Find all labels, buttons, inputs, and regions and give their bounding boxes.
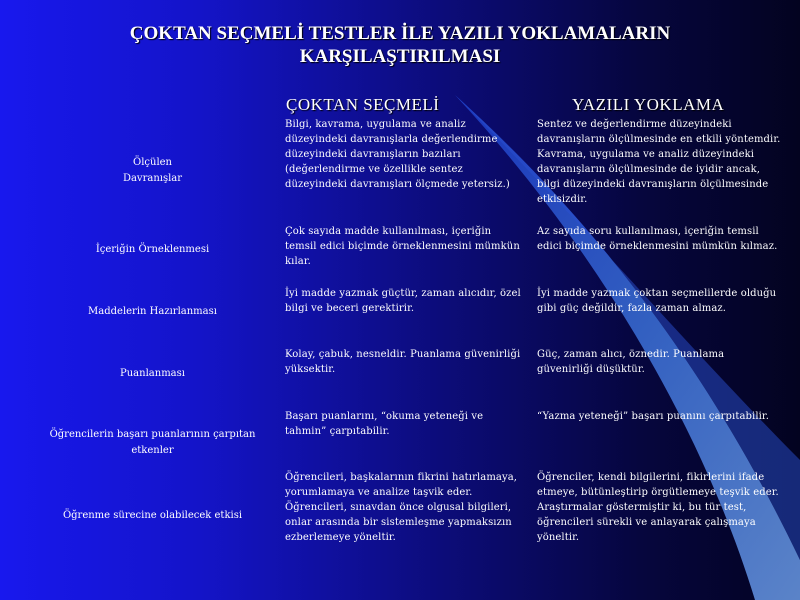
criterion-line1: Ölçülen (133, 157, 172, 168)
criterion-measured-behaviors (40, 155, 265, 187)
cell-written-exam: “Yazma yeteneği” başarı puanını çarpıtabilir. (537, 411, 769, 422)
criterion-effect-on-learning: Öğrenme sürecine olabilecek etkisi (62, 510, 243, 521)
slide-title (40, 22, 760, 68)
cell-multiple-choice: Başarı puanlarını, “okuma yeteneği ve tahmin” çarpıtabilir. (285, 411, 484, 437)
criterion-line2: Davranışlar (122, 173, 183, 184)
cell-multiple-choice: Çok sayıda madde kullanılması, içeriğin temsil edici biçimde örneklenmesini mümkün kılar. (285, 226, 520, 267)
cell-multiple-choice: İyi madde yazmak güçtür, zaman alıcıdır, özel bilgi ve beceri gerektirir. (285, 288, 521, 314)
cell-written-exam: Öğrenciler, kendi bilgilerini, fikirlerini ifade etmeye, bütünleştirip örgütlemeye teşvik eder. Araştırmalar göstermiştir ki, bu tür test, öğrencileri sürekli ve anlayarak çalışmaya yöneltir. (537, 472, 779, 543)
cell-written-exam: Güç, zaman alıcı, öznedir. Puanlama güvenirliği düşüktür. (537, 349, 725, 375)
cell-written-exam: Sentez ve değerlendirme düzeyindeki davranışların ölçülmesinde en etkili yöntemdir. Kavrama, uygulama ve analiz düzeyindeki davranışların ölçülmesinde de iyidir ancak, bilgi düzeyindeki davranışların ölçülmesinde etkisizdir. (537, 119, 781, 205)
criterion-item-preparation: Maddelerin Hazırlanması (88, 306, 217, 317)
column-header-multiple-choice: ÇOKTAN SEÇMELİ (286, 95, 440, 114)
slide-title-line1: ÇOKTAN SEÇMELİ TESTLER İLE YAZILI YOKLAMALARIN (129, 23, 671, 44)
column-header-written-exam: YAZILI YOKLAMA (572, 95, 725, 114)
cell-written-exam: İyi madde yazmak çoktan seçmelilerde olduğu gibi güç değildir, fazla zaman almaz. (537, 288, 777, 314)
criterion-scoring: Puanlanması (120, 368, 185, 379)
cell-written-exam: Az sayıda soru kullanılması, içeriğin temsil edici biçimde örneklenmesini mümkün kılmaz. (537, 226, 778, 252)
slide-title-line2: KARŞILAŞTIRILMASI (299, 46, 501, 67)
cell-multiple-choice: Kolay, çabuk, nesneldir. Puanlama güvenirliği yüksektir. (285, 349, 521, 375)
cell-multiple-choice: Öğrencileri, başkalarının fikrini hatırlamaya, yorumlamaya ve analize taşvik eder. Öğrencileri, sınavdan önce olgusal bilgileri, onlar arasında bir sistemleşme yapmaksızın ezberlemeye yöneltir. (285, 472, 518, 543)
criterion-score-distorting-factors: Öğrencilerin başarı puanlarının çarpıtan etkenler (49, 429, 256, 456)
cell-multiple-choice: Bilgi, kavrama, uygulama ve analiz düzeyindeki davranışlarla değerlendirme düzeyindeki davranışların bazıları (değerlendirme ve özellikle sentez düzeyindeki davranışları ölçmede yetersiz.) (285, 119, 510, 190)
criterion-content-sampling: İçeriğin Örneklenmesi (95, 244, 210, 255)
